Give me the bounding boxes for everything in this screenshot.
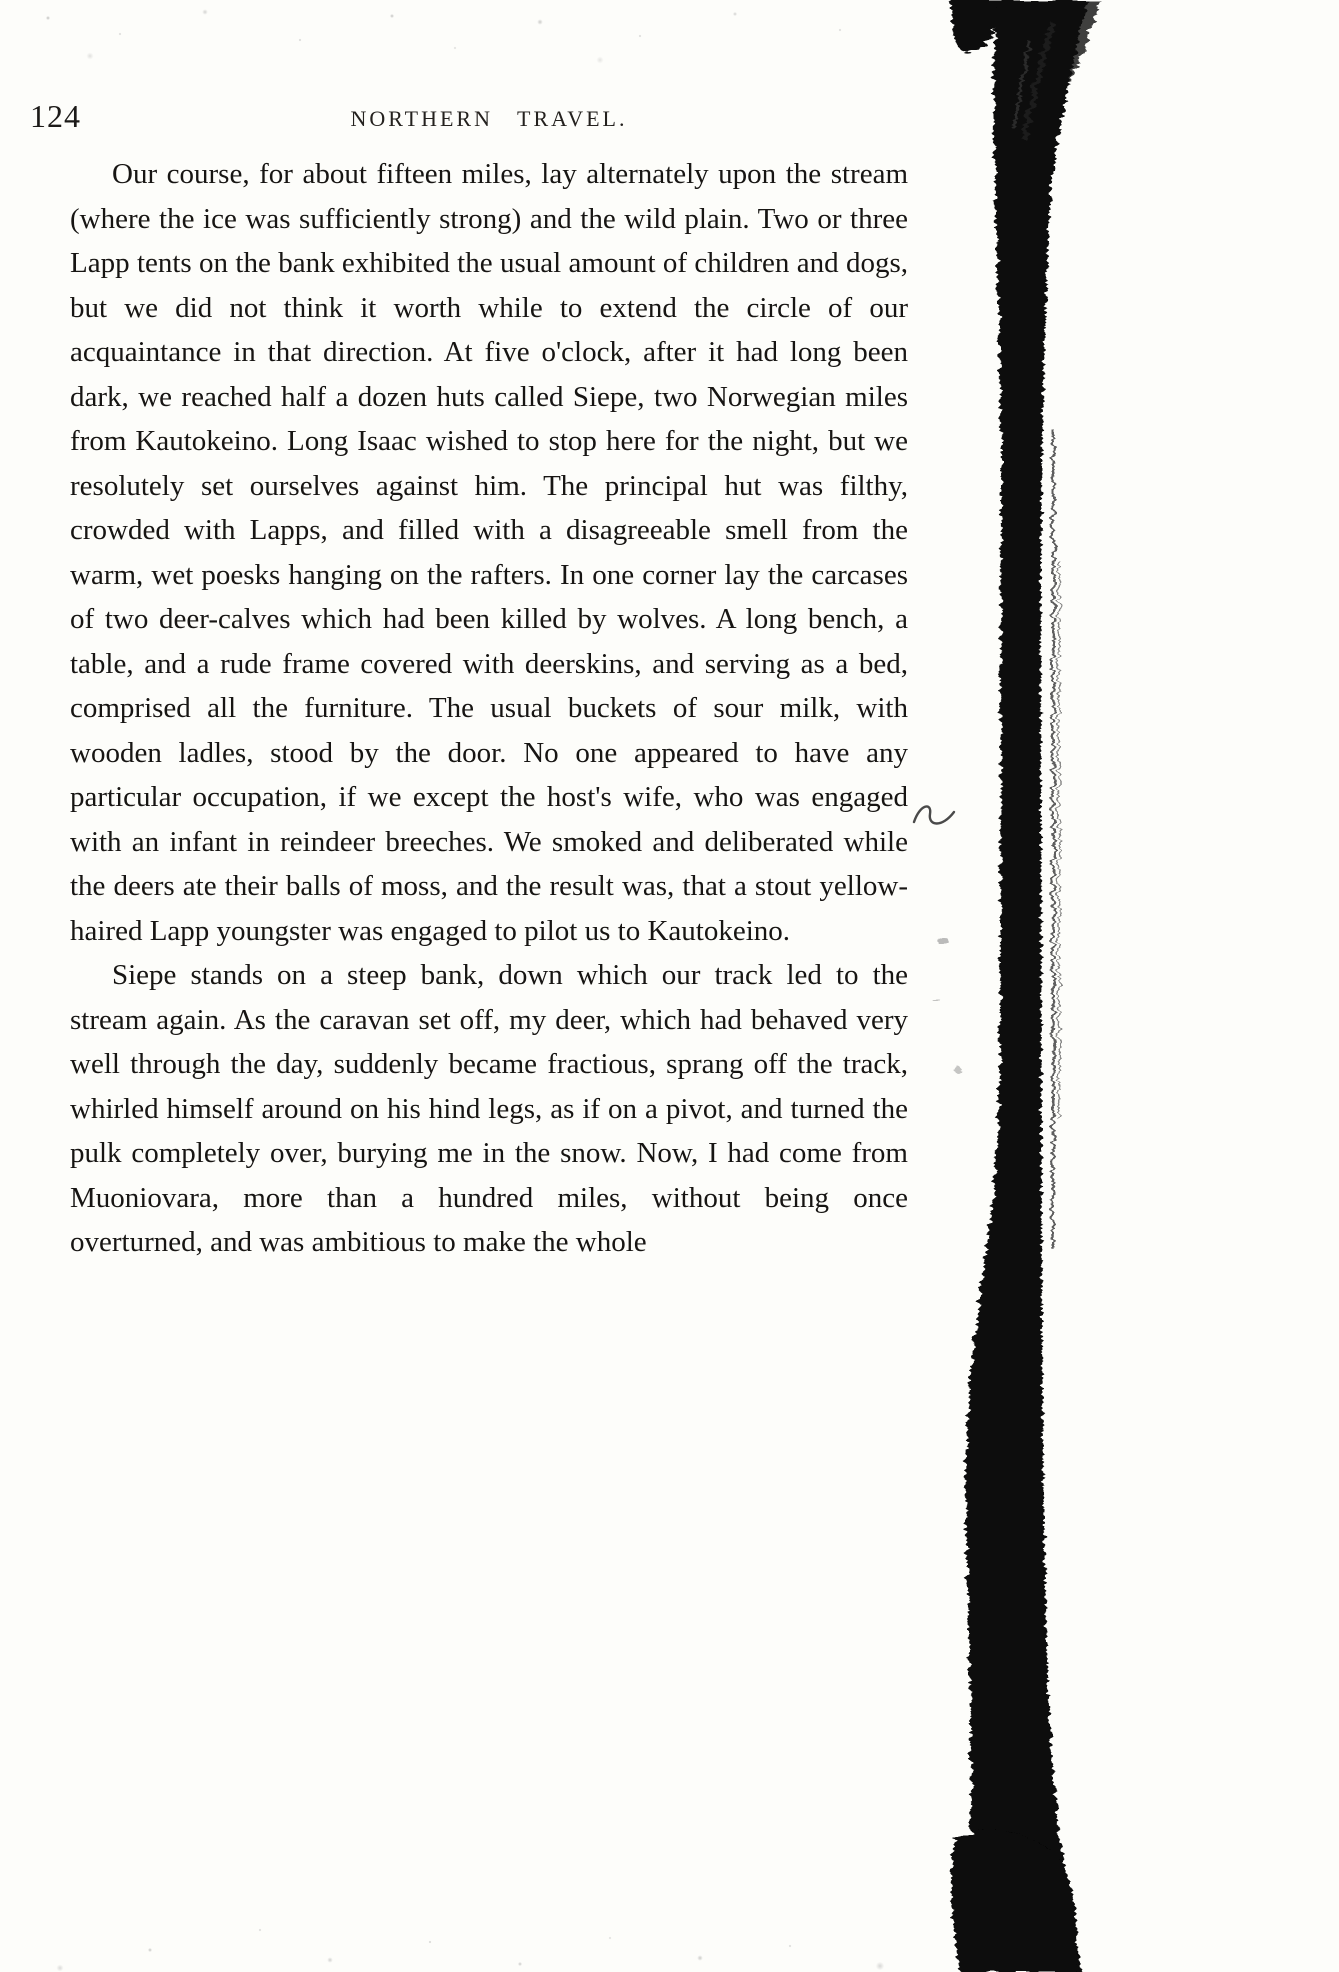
paragraph-2: Siepe stands on a steep bank, down which our track led to the stream again. As the caravan set off, my deer, which had behaved very well through the day, suddenly became fractious, sprang off the track, whirled himself around on his hind legs, as if on a pivot, and turned the pulk completely over, burying me in the snow. Now, I had come from Muoniovara, more than a hundred miles, without being once overturned, and was ambitious to make the whole: [70, 959, 908, 1258]
paragraph-1: Our course, for about fifteen miles, lay alternately upon the stream (where the ice was sufficiently strong) and the wild plain. Two or three Lapp tents on the bank exhibited the usual amount of children and dogs, but we did not think it worth while to extend the circle of our acquaintance in that direction. At five o'clock, after it had long been dark, we reached half a dozen huts called Siepe, two Norwegian miles from Kautokeino. Long Isaac wished to stop here for the night, but we resolutely set ourselves against him. The principal hut was filthy, crowded with Lapps, and filled with a disagreeable smell from the warm, wet poesks hanging on the rafters. In one corner lay the carcases of two deer-calves which had been killed by wolves. A long bench, a table, and a rude frame covered with deerskins, and serving as a bed, comprised all the furniture. The usual buckets of sour milk, with wooden ladles, stood by the door. No one appeared to have any particular occupation, if we except the host's wife, who was engaged with an infant in reindeer breeches. We smoked and deliberated while the deers ate their balls of moss, and the result was, that a stout yellow-haired Lapp youngster was engaged to pilot us to Kautokeino.: [70, 158, 908, 947]
scan-noise-bottom: [0, 1880, 1000, 1972]
margin-squiggle-mark: [912, 798, 958, 834]
page-number: 124: [30, 98, 81, 134]
running-header: NORTHERN TRAVEL.: [350, 106, 628, 131]
scan-noise-top: [0, 0, 920, 90]
page-text: [70, 152, 908, 1265]
scan-gutter-artifact: [900, 0, 1160, 1972]
